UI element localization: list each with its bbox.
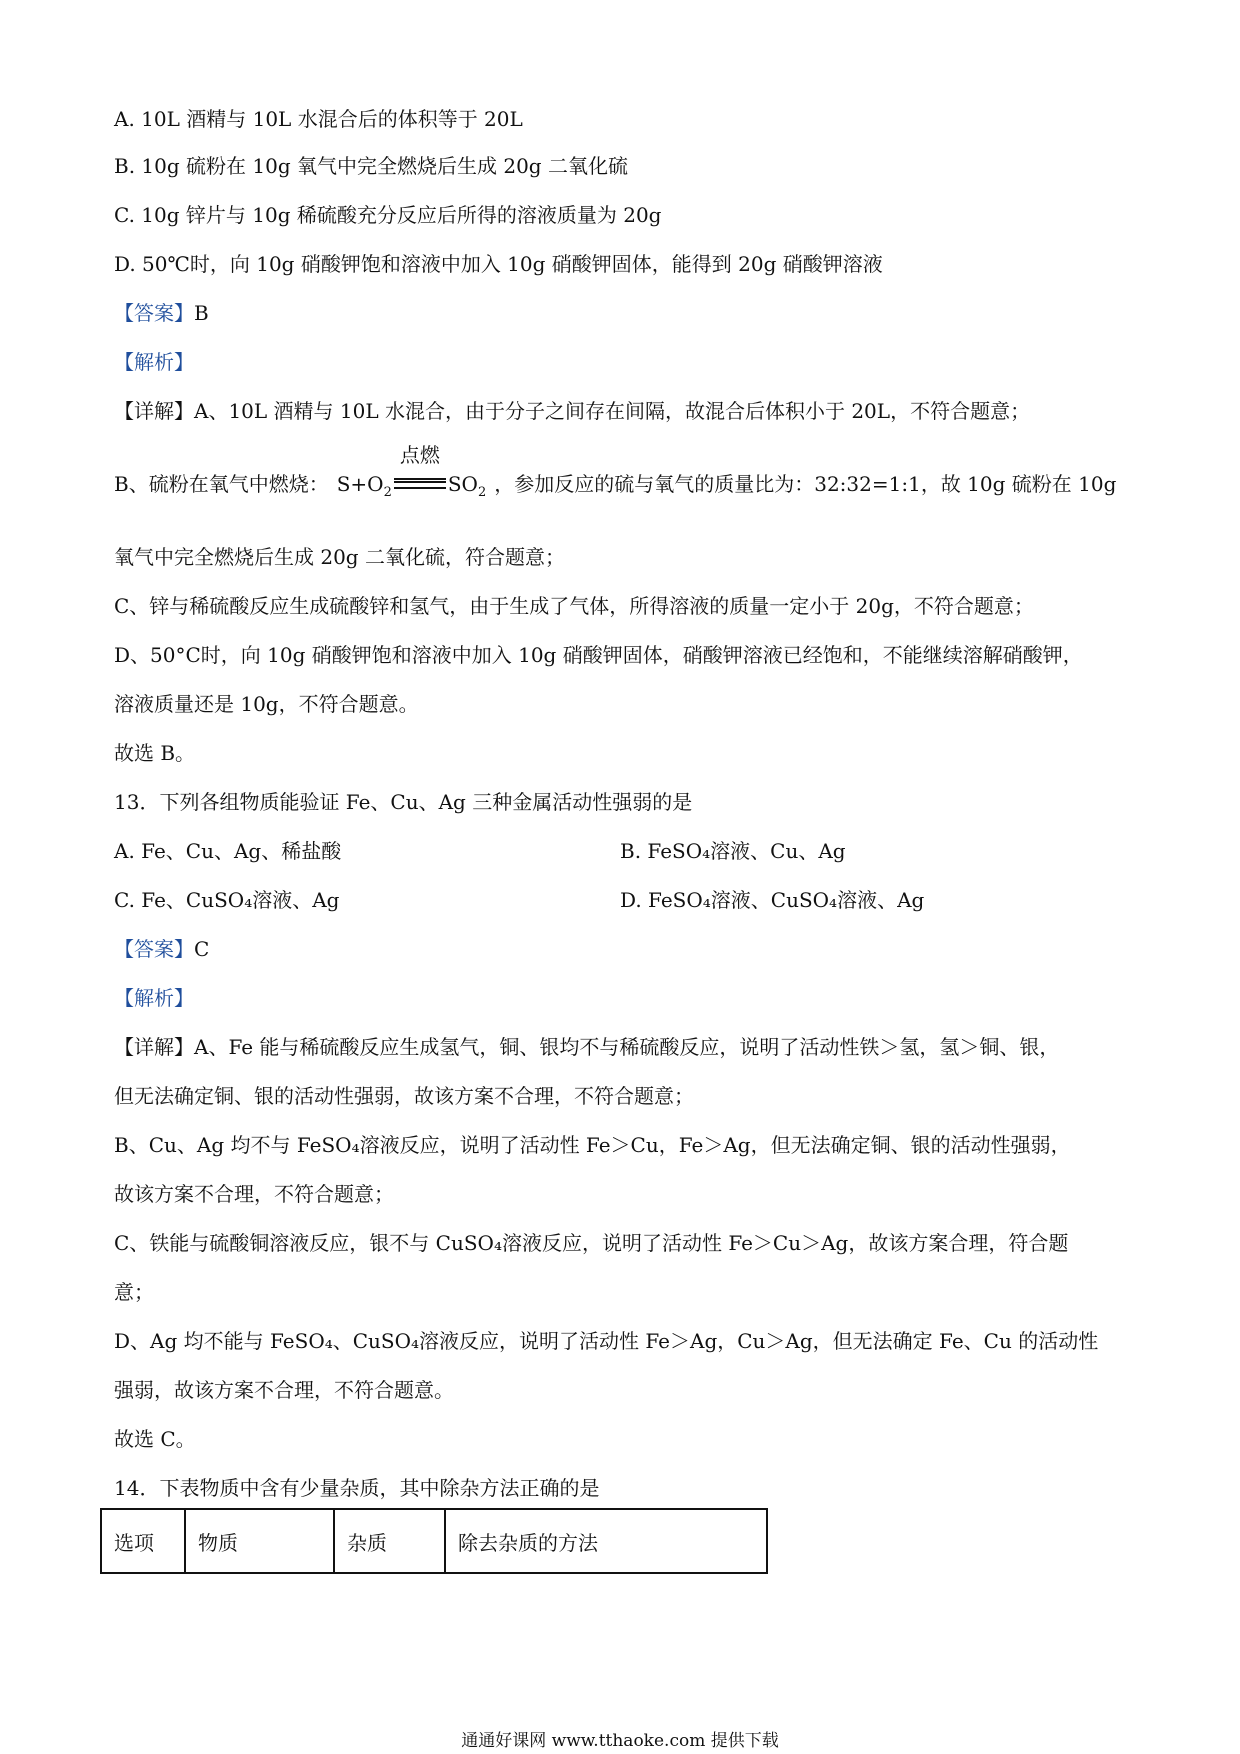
q13-detail-b-1: B、Cu、Ag 均不与 FeSO₄溶液反应，说明了活动性 Fe＞Cu，Fe＞Ag，但无法确定铜、银的活动性强弱， xyxy=(114,1133,1071,1157)
condition-label: 点燃 xyxy=(399,443,440,467)
detail-tag: 【详解】 xyxy=(114,399,194,423)
q14-stem: 14．下表物质中含有少量杂质，其中除杂方法正确的是 xyxy=(114,1476,600,1500)
table-header-cell: 杂质 xyxy=(334,1509,445,1573)
formula-reactant: S+O xyxy=(336,472,384,496)
table-header-cell: 物质 xyxy=(185,1509,334,1573)
q12-conclusion: 故选 B。 xyxy=(114,741,196,765)
formula-subscript-2: 2 xyxy=(477,485,487,500)
answer-value: B xyxy=(194,301,209,325)
answer-value: C xyxy=(194,937,210,961)
detail-a-text: A、10L 酒精与 10L 水混合，由于分子之间存在间隔，故混合后体积小于 20L，不符合题意； xyxy=(194,399,1031,423)
answer-tag: 【答案】 xyxy=(114,301,194,325)
table-header-cell: 除去杂质的方法 xyxy=(445,1509,767,1573)
detail-b-suffix: ，参加反应的硫与氧气的质量比为：32:32=1:1，故 10g 硫粉在 10g xyxy=(494,472,1117,496)
formula-subscript-1: 2 xyxy=(383,485,392,500)
q12-detail-d-2: 溶液质量还是 10g，不符合题意。 xyxy=(114,692,419,716)
q13-stem: 13．下列各组物质能验证 Fe、Cu、Ag 三种金属活动性强弱的是 xyxy=(114,790,693,814)
q13-option-b: B. FeSO₄溶液、Cu、Ag xyxy=(620,839,846,863)
q13-detail-b-2: 故该方案不合理，不符合题意； xyxy=(114,1182,394,1206)
q13-conclusion: 故选 C。 xyxy=(114,1427,196,1451)
table-header-row xyxy=(101,1509,767,1573)
q12-analysis-tag: 【解析】 xyxy=(114,350,194,374)
q13-detail-c-1: C、铁能与硫酸铜溶液反应，银不与 CuSO₄溶液反应，说明了活动性 Fe＞Cu＞Ag，故该方案合理，符合题 xyxy=(114,1231,1069,1255)
q12-detail-c: C、锌与稀硫酸反应生成硫酸锌和氢气，由于生成了气体，所得溶液的质量一定小于 20g，不符合题意； xyxy=(114,594,1034,618)
q13-option-c: C. Fe、CuSO₄溶液、Ag xyxy=(114,888,340,912)
formula-product: SO xyxy=(447,472,478,496)
q12-option-a: A. 10L 酒精与 10L 水混合后的体积等于 20L xyxy=(114,107,523,131)
q13-detail-d-1: D、Ag 均不能与 FeSO₄、CuSO₄溶液反应，说明了活动性 Fe＞Ag，Cu＞Ag，但无法确定 Fe、Cu 的活动性 xyxy=(114,1329,1099,1353)
q12-option-d: D. 50℃时，向 10g 硝酸钾饱和溶液中加入 10g 硝酸钾固体，能得到 20g 硝酸钾溶液 xyxy=(114,252,883,276)
equals-bar xyxy=(394,478,446,489)
q12-detail-d-1: D、50°C时，向 10g 硝酸钾饱和溶液中加入 10g 硝酸钾固体，硝酸钾溶液已经饱和，不能继续溶解硝酸钾， xyxy=(114,643,1083,667)
q13-option-d: D. FeSO₄溶液、CuSO₄溶液、Ag xyxy=(620,888,925,912)
q12-detail-a xyxy=(114,397,1030,425)
q12-answer xyxy=(114,299,209,327)
answer-tag: 【答案】 xyxy=(114,937,194,961)
q13-answer xyxy=(114,935,209,963)
q13-detail-a-2: 但无法确定铜、银的活动性强弱，故该方案不合理，不符合题意； xyxy=(114,1084,694,1108)
table-header-cell: 选项 xyxy=(101,1509,185,1573)
sulfur-combustion-equation xyxy=(336,443,487,507)
q13-detail-d-2: 强弱，故该方案不合理，不符合题意。 xyxy=(114,1378,454,1402)
detail-tag: 【详解】 xyxy=(114,1035,194,1059)
q12-detail-b xyxy=(114,443,1117,507)
detail-b-prefix: B、硫粉在氧气中燃烧： xyxy=(114,472,329,496)
q12-option-b: B. 10g 硫粉在 10g 氧气中完全燃烧后生成 20g 二氧化硫 xyxy=(114,154,628,178)
q13-analysis-tag: 【解析】 xyxy=(114,986,194,1010)
page-footer: 通通好课网 www.tthaoke.com 提供下载 xyxy=(461,1731,779,1751)
reaction-condition xyxy=(392,443,448,498)
q13-detail-c-2: 意； xyxy=(114,1280,154,1304)
q13-detail-a-1 xyxy=(114,1033,1059,1061)
impurity-table xyxy=(100,1508,768,1574)
detail-a1-text: A、Fe 能与稀硫酸反应生成氢气，铜、银均不与稀硫酸反应，说明了活动性铁＞氢，氢＞铜、银， xyxy=(194,1035,1060,1059)
q13-option-a: A. Fe、Cu、Ag、稀盐酸 xyxy=(114,839,342,863)
q12-detail-b-cont: 氧气中完全燃烧后生成 20g 二氧化硫，符合题意； xyxy=(114,545,565,569)
q12-option-c: C. 10g 锌片与 10g 稀硫酸充分反应后所得的溶液质量为 20g xyxy=(114,203,662,227)
